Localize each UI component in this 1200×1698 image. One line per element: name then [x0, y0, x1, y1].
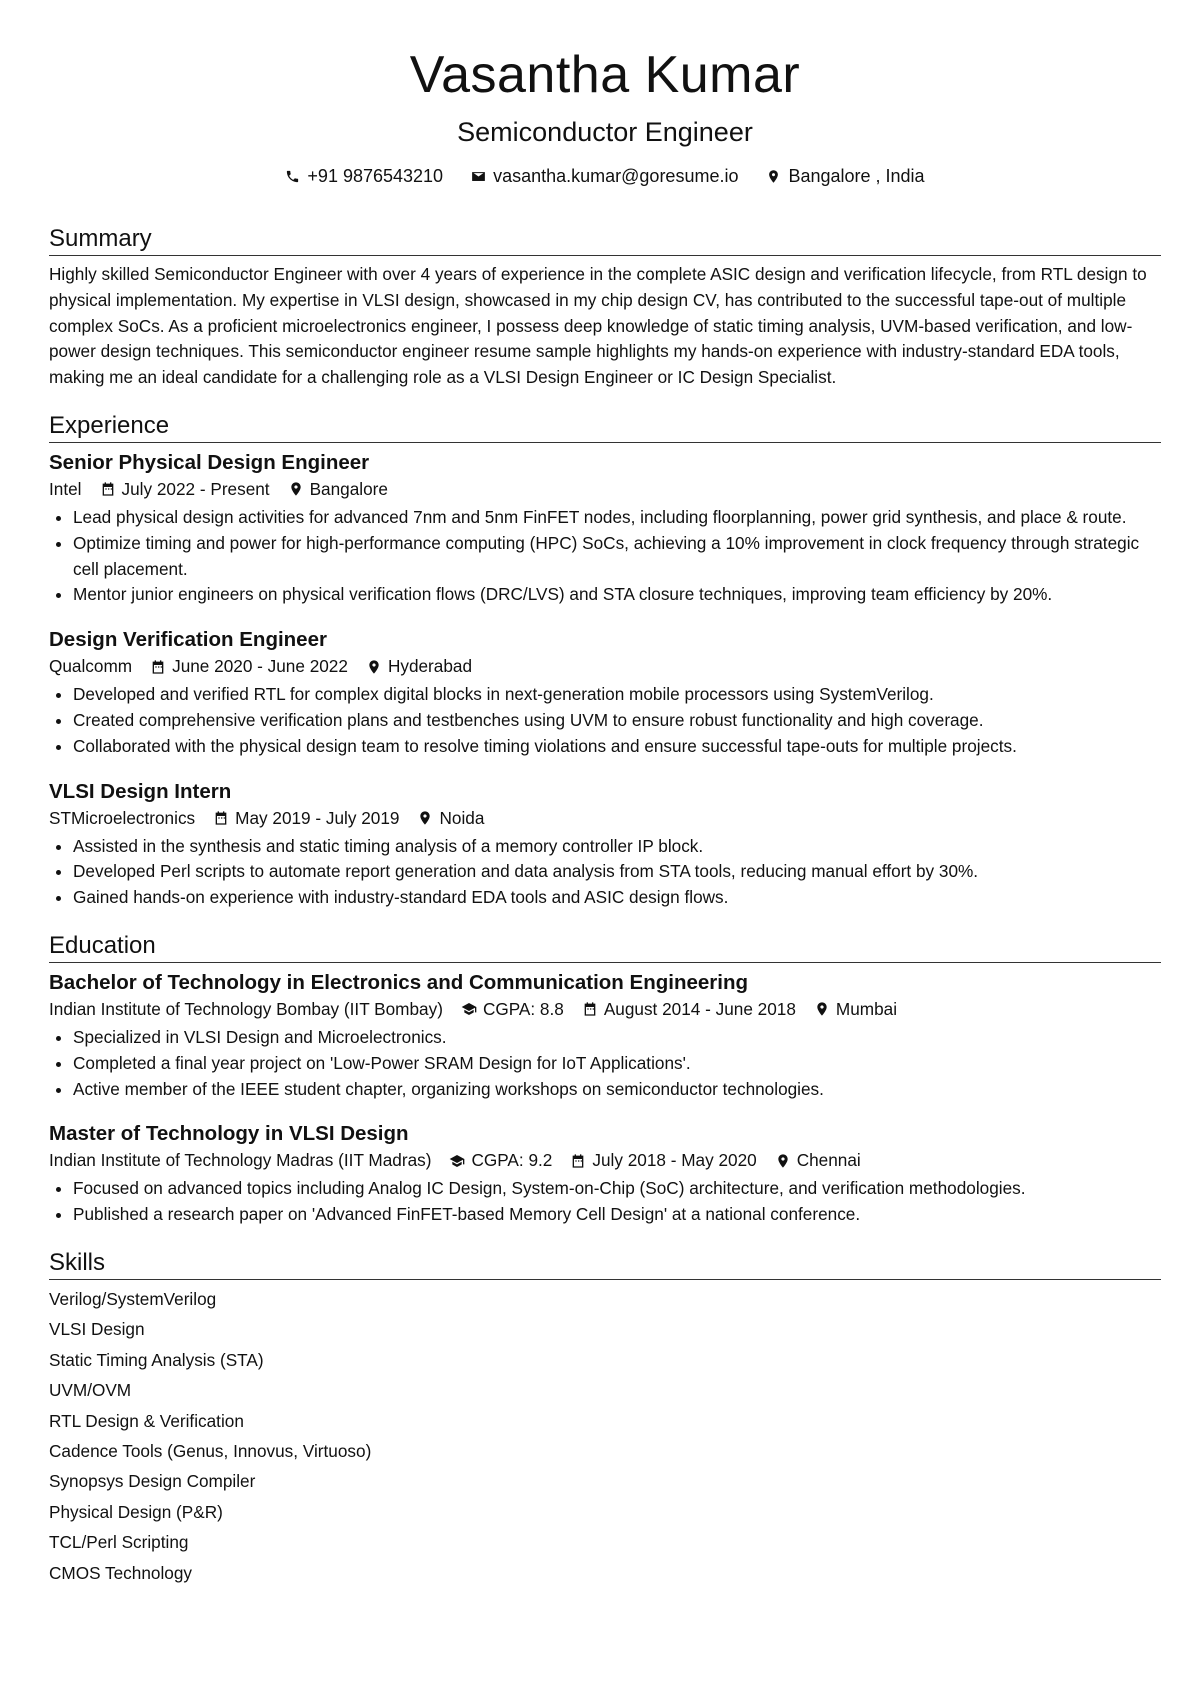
- education-meta: [49, 997, 1161, 1022]
- education-meta: [49, 1148, 1161, 1173]
- skill-item: Cadence Tools (Genus, Innovus, Virtuoso): [49, 1440, 372, 1461]
- experience-section: [49, 411, 1161, 911]
- job-title: Design Verification Engineer: [49, 628, 327, 652]
- graduation-cap-icon: [449, 1153, 465, 1169]
- dates-text: August 2014 - June 2018: [603, 998, 796, 1019]
- location-pin-icon: [417, 810, 433, 826]
- skills-list: [49, 1284, 1161, 1588]
- degree-title: Master of Technology in VLSI Design: [49, 1122, 409, 1146]
- calendar-icon: [100, 481, 116, 497]
- degree-title: Bachelor of Technology in Electronics and Communication Engineering: [49, 970, 748, 994]
- skill-item: UVM/OVM: [49, 1380, 132, 1401]
- bullet-item: • Specialized in VLSI Design and Microelectronics.: [73, 1025, 1161, 1051]
- bullet-item: • Developed and verified RTL for complex digital blocks in next-generation mobile processors using SystemVerilog.: [73, 682, 1161, 708]
- calendar-icon: [570, 1153, 586, 1169]
- experience-entry: [49, 626, 1161, 759]
- institution-name: [49, 997, 443, 1022]
- education-bullets: [49, 1025, 1161, 1102]
- bullet-item: • Gained hands-on experience with industry-standard EDA tools and ASIC design flows.: [73, 885, 1161, 911]
- experience-entry: [49, 778, 1161, 911]
- cgpa-text: CGPA: 9.2: [471, 1150, 553, 1171]
- dates-text: May 2019 - July 2019: [235, 807, 400, 828]
- experience-entry: [49, 449, 1161, 608]
- phone-text: +91 9876543210: [307, 166, 444, 186]
- dates-text: June 2020 - June 2022: [172, 656, 348, 677]
- cgpa-text: CGPA: 8.8: [482, 998, 564, 1019]
- summary-heading: Summary: [49, 224, 1161, 256]
- job-meta: [49, 806, 1161, 831]
- skill-item: Verilog/SystemVerilog: [49, 1288, 217, 1309]
- education-entry: [49, 969, 1161, 1102]
- calendar-icon: [213, 810, 229, 826]
- institution-text: Indian Institute of Technology Madras (IIT Madras): [49, 1150, 432, 1171]
- skills-section: [49, 1248, 1161, 1588]
- summary-section: [49, 224, 1161, 391]
- job-location: [417, 806, 484, 831]
- company-name: [49, 806, 195, 831]
- calendar-icon: [150, 659, 166, 675]
- job-title: Senior Physical Design Engineer: [49, 450, 370, 474]
- candidate-name: Vasantha Kumar: [409, 46, 801, 104]
- education-dates: [570, 1148, 756, 1173]
- job-title: VLSI Design Intern: [49, 779, 232, 803]
- job-dates: [213, 806, 399, 831]
- contact-email[interactable]: [471, 164, 738, 188]
- bullet-item: • Optimize timing and power for high-performance computing (HPC) SoCs, achieving a 10% improvement in clock frequency through strategic cell placement.: [73, 531, 1161, 583]
- phone-icon: [285, 169, 300, 184]
- bullet-item: • Completed a final year project on 'Low-Power SRAM Design for IoT Applications'.: [73, 1051, 1161, 1077]
- education-dates: [582, 997, 796, 1022]
- bullet-item: • Assisted in the synthesis and static timing analysis of a memory controller IP block.: [73, 834, 1161, 860]
- location-pin-icon: [814, 1001, 830, 1017]
- bullet-item: • Lead physical design activities for advanced 7nm and 5nm FinFET nodes, including floorplanning, power grid synthesis, and place & route.: [73, 505, 1161, 531]
- skill-item: Physical Design (P&R): [49, 1501, 223, 1522]
- experience-heading: Experience: [49, 411, 1161, 443]
- skill-item: RTL Design & Verification: [49, 1410, 244, 1431]
- cgpa: [461, 997, 564, 1022]
- contact-phone[interactable]: [285, 164, 443, 188]
- job-bullets: [49, 505, 1161, 608]
- bullet-item: • Focused on advanced topics including Analog IC Design, System-on-Chip (SoC) architecture, and verification methodologies.: [73, 1176, 1161, 1202]
- dates-text: July 2022 - Present: [121, 478, 270, 499]
- bullet-item: • Created comprehensive verification plans and testbenches using UVM to ensure robust functionality and high coverage.: [73, 708, 1161, 734]
- skill-item: Static Timing Analysis (STA): [49, 1349, 264, 1370]
- job-dates: [150, 654, 348, 679]
- contact-bar: [49, 164, 1161, 188]
- education-entry: [49, 1120, 1161, 1228]
- location-pin-icon: [288, 481, 304, 497]
- location-text: Bangalore: [309, 478, 388, 499]
- education-heading: Education: [49, 931, 1161, 963]
- company-text: Intel: [49, 478, 82, 499]
- candidate-title: Semiconductor Engineer: [457, 117, 753, 147]
- location-text: Bangalore , India: [788, 166, 925, 186]
- location-text: Mumbai: [835, 998, 898, 1019]
- job-bullets: [49, 834, 1161, 911]
- resume-page: [49, 0, 1161, 1588]
- job-meta: [49, 654, 1161, 679]
- cgpa: [449, 1148, 552, 1173]
- bullet-item: • Mentor junior engineers on physical verification flows (DRC/LVS) and STA closure techniques, improving team efficiency by 20%.: [73, 582, 1161, 608]
- job-location: [288, 477, 388, 502]
- location-pin-icon: [366, 659, 382, 675]
- skill-item: Synopsys Design Compiler: [49, 1471, 256, 1492]
- education-bullets: [49, 1176, 1161, 1228]
- location-pin-icon: [766, 169, 781, 184]
- company-text: Qualcomm: [49, 656, 133, 677]
- bullet-item: • Developed Perl scripts to automate report generation and data analysis from STA tools, reducing manual effort by 30%.: [73, 859, 1161, 885]
- summary-text: Highly skilled Semiconductor Engineer with over 4 years of experience in the complete ASIC design and verification lifecycle, from RTL design to physical implementation. My expertise in VLSI design, showcased in my chip design CV, has contributed to the successful tape-out of multiple complex SoCs. As a proficient microelectronics engineer, I possess deep knowledge of static timing analysis, UVM-based verification, and low-power design techniques. This semiconductor engineer resume sample highlights my hands-on experience with industry-standard EDA tools, making me an ideal candidate for a challenging role as a VLSI Design Engineer or IC Design Specialist.: [49, 264, 1147, 388]
- job-meta: [49, 477, 1161, 502]
- education-section: [49, 931, 1161, 1228]
- bullet-item: • Active member of the IEEE student chapter, organizing workshops on semiconductor technologies.: [73, 1077, 1161, 1103]
- education-location: [814, 997, 897, 1022]
- location-text: Hyderabad: [387, 656, 473, 677]
- job-bullets: [49, 682, 1161, 759]
- calendar-icon: [582, 1001, 598, 1017]
- skills-heading: Skills: [49, 1248, 1161, 1280]
- institution-text: Indian Institute of Technology Bombay (IIT Bombay): [49, 998, 443, 1019]
- graduation-cap-icon: [461, 1001, 477, 1017]
- dates-text: July 2018 - May 2020: [592, 1150, 757, 1171]
- skill-item: TCL/Perl Scripting: [49, 1532, 189, 1553]
- email-text: vasantha.kumar@goresume.io: [493, 166, 739, 186]
- company-text: STMicroelectronics: [49, 807, 196, 828]
- company-name: [49, 477, 82, 502]
- job-location: [366, 654, 472, 679]
- skill-item: VLSI Design: [49, 1319, 145, 1340]
- location-text: Chennai: [796, 1150, 861, 1171]
- bullet-item: • Collaborated with the physical design team to resolve timing violations and ensure successful tape-outs for multiple projects.: [73, 734, 1161, 760]
- contact-location: [766, 164, 924, 188]
- location-pin-icon: [775, 1153, 791, 1169]
- email-icon: [471, 169, 486, 184]
- education-location: [775, 1148, 861, 1173]
- job-dates: [100, 477, 270, 502]
- location-text: Noida: [439, 807, 485, 828]
- skill-item: CMOS Technology: [49, 1562, 192, 1583]
- company-name: [49, 654, 132, 679]
- bullet-item: • Published a research paper on 'Advanced FinFET-based Memory Cell Design' at a national conference.: [73, 1202, 1161, 1228]
- institution-name: [49, 1148, 431, 1173]
